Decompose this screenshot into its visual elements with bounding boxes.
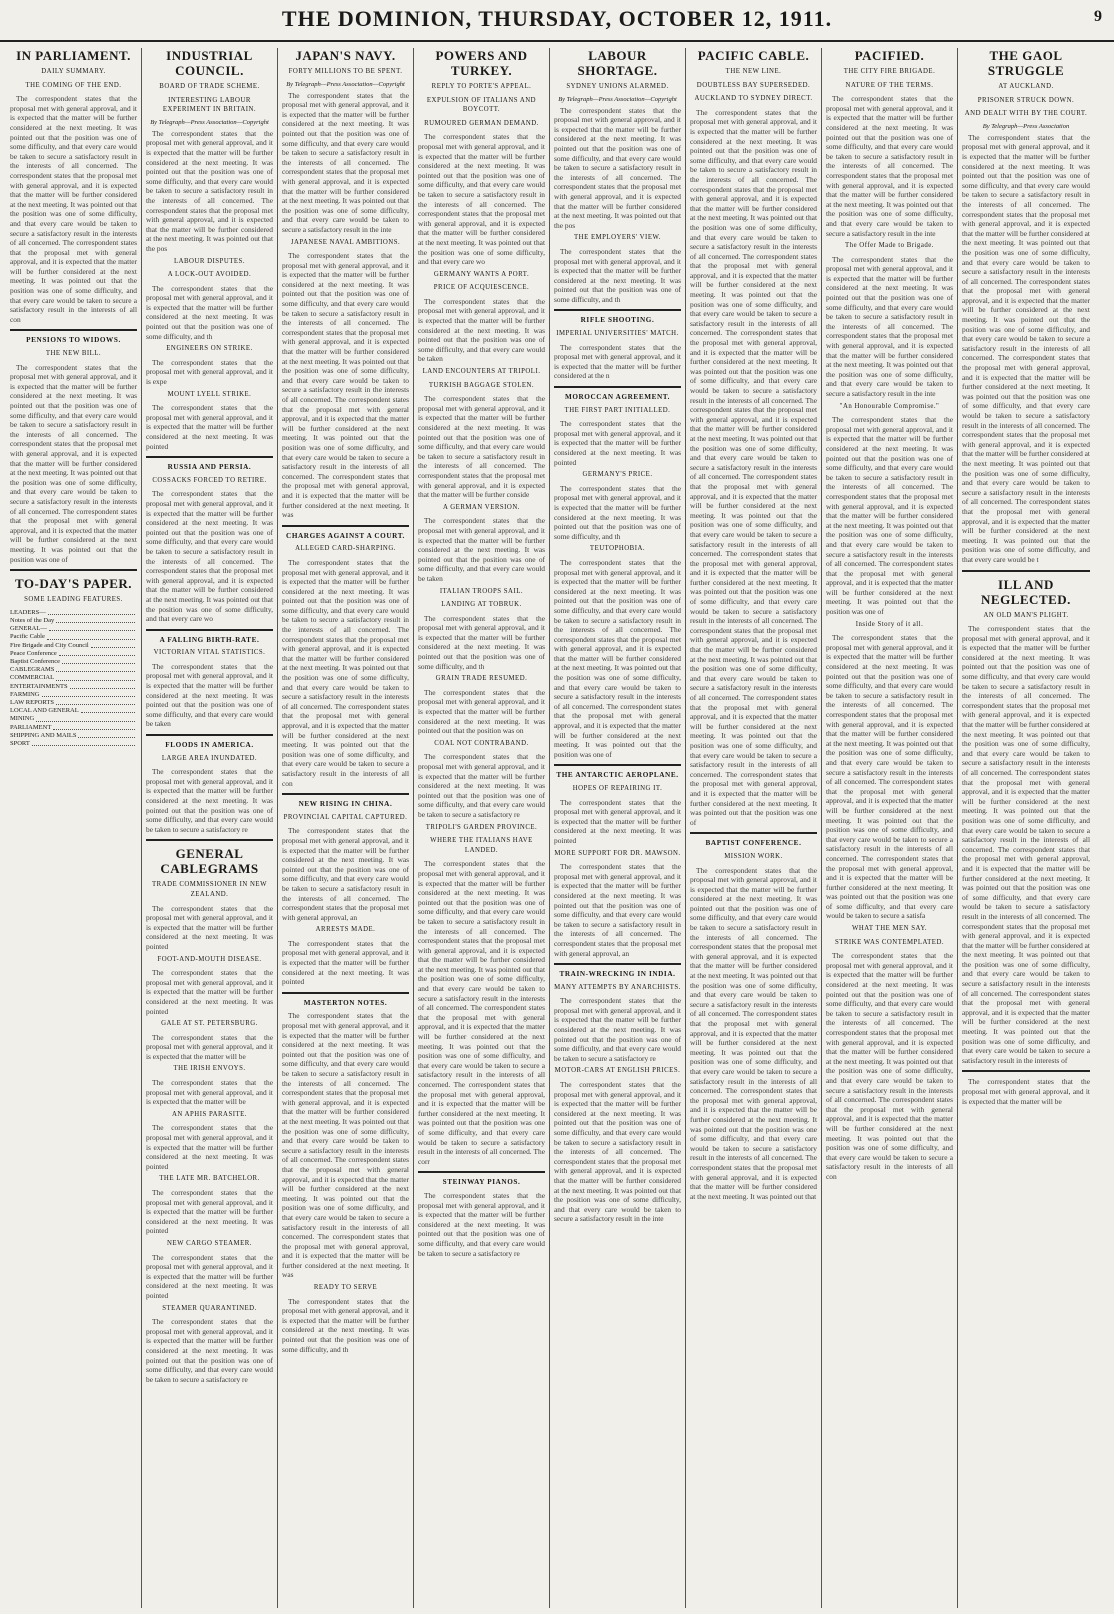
article-body: The correspondent states that the proposal met with general approval, and it is expected that the matter will be further considered at the next meeting. It was pointed — [146, 968, 273, 1016]
article-body: The correspondent states that the proposal met with general approval, and it is expected that the matter will be further considered at the next meeting. It was pointed out that the position was one of some difficulty, and that every care would be taken to secure a satisfactory result in the interests of all concerned. The correspondent states that the proposal met with general approval, and it is expected that the matter will be further considered at the next meeting. It was pointed out that the position was one of some difficulty, and that every care would be taken to secure a satisfactory result in the interests of all concerned. The correspondent states that the proposal met with general approval, and it is expected that the matter will be further considered at the next meeting. It was pointed out that the position was one of some difficulty, and that every care would be taken to secure a satisfactory result in the interests of all concerned. The correspondent states that the proposal met with general approval, and it is expected that the matter will be further considered at the next meeting. It was — [282, 1011, 409, 1280]
column-rule — [282, 793, 409, 795]
headline: A FALLING BIRTH-RATE. — [159, 635, 260, 644]
headline: MOTOR-CARS AT ENGLISH PRICES. — [554, 1067, 681, 1075]
headline: GERMANY WANTS A PORT. — [433, 270, 530, 278]
headline: NATURE OF THE TERMS. — [845, 81, 934, 89]
headline: SOME LEADING FEATURES. — [24, 596, 123, 604]
headline: IN PARLIAMENT. — [16, 48, 131, 63]
article-body: The correspondent states that the proposal met with general approval, and it is expected that the matter will be further considered at the next meeting. It was pointed out that the position was one of some difficulty, and that every care would be taken — [418, 296, 545, 364]
column-rule — [146, 839, 273, 841]
byline: By Telegraph—Press Association — [982, 122, 1070, 130]
contents-item: FARMING — [10, 691, 137, 699]
headline: PACIFIED. — [854, 48, 925, 63]
article-body: The correspondent states that the proposal met with general approval, and it is expected that the matter will be further considered at the next meeting. It was pointed out that the position was one of some difficulty, and that every care would be taken to secure a satisfactory result in the interests of all concerned. The correspondent states that the proposal met with general approval, and it is expected that the matter will be further considered at the next meeting. It was pointed out that the position was one of some difficulty, and that every care wo — [418, 132, 545, 267]
article-body: The correspondent states that the proposal met with general approval, and it is expected that the matter will be further considered at the next meeting. It was pointed out that the position was one of some difficulty, and that every care would be taken to secure a satisfactory result in the interests of all concerned. The correspondent states that the proposal met with general approval, and it is expected that the matter will be further considered at the next meeting. It was pointed out that the position was one of some difficulty, and that every care would be taken to secure a satisfactory result in the interests of all concerned. The correspondent states that the proposal met with general approval, and it is expected that the matter will be further considered at the next meeting. It was pointed out that the position was one of some difficulty, and that every care would be taken to secure a satisfactory result in the interests of all concerned. The correspondent states that the proposal met with general approval, and it is expected that the matter will be further considered at the next meeting. It was pointed out that the position was one of some difficulty, and that every care would be taken to secure a satisfactory result in the interests of all concerned. The correspondent states that the proposal met with general approval, and it is expected that the matter will be further considered at the next meeting. It was pointed out that the position was one of some difficulty, and that every care would be taken to secure a satisfactory result in the interests of all concerned. The correspondent states that the proposal met with general approval, and it is expected that the matter will be further considered at the next meeting. It was pointed out that the position was one of some difficulty, and that every care would be t — [962, 132, 1090, 564]
headline: THE COMING OF THE END. — [25, 81, 122, 89]
headline: GALE AT ST. PETERSBURG. — [161, 1020, 258, 1028]
article-body: The correspondent states that the proposal met with general approval, and it is expected that the matter will be further considered at the next meeting. It was pointed out that the position was one of some difficulty, and th — [282, 1296, 409, 1354]
headline: AUCKLAND TO SYDNEY DIRECT. — [694, 95, 813, 103]
headline: PRISONER STRUCK DOWN. — [977, 96, 1075, 104]
headline: INTERESTING LABOUR EXPERIMENT IN BRITAIN. — [162, 96, 257, 114]
article-body: The correspondent states that the proposal met with general approval, and it is expected that the matter will be further considered at the next meeting. It was pointed out that the position was one of some difficulty, and th — [418, 613, 545, 671]
column-5 — [550, 48, 686, 1608]
headline: LARGE AREA INUNDATED. — [161, 754, 258, 762]
headline: STRIKE WAS CONTEMPLATED. — [834, 938, 945, 946]
headline: EXPULSION OF ITALIANS AND BOYCOTT. — [426, 96, 537, 114]
article-body: The correspondent states that the proposal met with general approval, and it is expected that the matter will be further considered at the next meeting. It was pointed — [554, 797, 681, 845]
headline: GERMANY'S PRICE. — [582, 471, 653, 479]
headline: THE NEW LINE. — [725, 68, 782, 75]
article-body: The correspondent states that the proposal met with general approval, and it is expected that the matter will be further considered at the next meeting. It was pointed out that the position was one of some difficulty, and that every care would be taken — [146, 661, 273, 729]
headline: STEAMER QUARANTINED. — [162, 1304, 257, 1312]
headline: LABOUR DISPUTES. — [173, 257, 246, 265]
article-body: The correspondent states that the proposal met with general approval, and it is expected that the matter will be further considered at the next meeting. It was pointed out that the position was one of some difficulty, and that every care would be taken to secure a satisfactory result in the interests of all concerned. The correspondent states that the proposal met with general approval, an — [282, 826, 409, 922]
article-body: The correspondent states that the proposal met with general approval, and it is expected that the matter will be further considered at the next meeting. It was pointed out that the position was one of some difficulty, and that every care would be taken to secure a satisfactory result in the interests of all concerned. The correspondent states that the proposal met with general approval, and it is expected that the matter will be further considered at the next meeting. It was pointed out that the pos — [554, 105, 681, 230]
headline: "An Honourable Compromise." — [839, 402, 940, 410]
contents-item: SHIPPING AND MAILS — [10, 732, 137, 740]
byline: By Telegraph—Press Association—Copyright — [558, 95, 677, 103]
article-body: The correspondent states that the proposal met with general approval, and it is expected that the matter will be further considered at the next meeting. It was pointed out that the position was one of some difficulty, and that every care would be taken to secure a satisfactory result in the interests of all concerned. The correspondent states that the proposal met with general approval, and it is expected that the matter will be further considered at the next meeting. It was pointed out that the position was one of some difficulty, and that every care would be taken to secure a satisfactory result in the interests of all concerned. The correspondent states that the proposal met with general approval, and it is expected that the matter will be further considered at the next meeting. It was pointed out that the position was one of some difficulty, and that every care would be taken to secure a satisfactory result in the interests of all concerned. The correspondent states that the proposal met with general approval, and it is expected that the matter will be further considered at the next meeting. It was pointed out that the position was one of some difficulty, and that every care would be taken to secure a satisfa — [826, 633, 953, 921]
contents-item: CABLEGRAMS — [10, 666, 137, 674]
contents-item: Peace Conference — [10, 650, 137, 658]
column-rule — [962, 570, 1090, 572]
column-rule — [146, 456, 273, 458]
column-2 — [142, 48, 278, 1608]
headline: TRIPOLI'S GARDEN PROVINCE. — [425, 823, 538, 831]
byline: By Telegraph—Press Association—Copyright — [286, 80, 405, 88]
headline: FORTY MILLIONS TO BE SPENT. — [288, 68, 403, 75]
article-body: The correspondent states that the proposal met with general approval, and it is expected that the matter will be further considered at the next meeting. It was pointed out that the position was on — [418, 687, 545, 736]
column-rule — [146, 734, 273, 736]
article-body: The correspondent states that the proposal met with general approval, and it is expected that the matter will be further considered at the next meeting. It was pointed out that the position was one of some difficulty, and that every care would be taken to secure a satisfactory re — [146, 767, 273, 834]
headline: HOPES OF REPAIRING IT. — [572, 785, 663, 792]
headline: RIFLE SHOOTING. — [580, 316, 655, 325]
headline: THE EMPLOYERS' VIEW. — [574, 234, 661, 242]
headline: ILL AND NEGLECTED. — [981, 576, 1071, 607]
column-rule — [554, 309, 681, 311]
contents-item: Fire Brigade and City Council — [10, 642, 137, 650]
article-body: The correspondent states that the proposal met with general approval, and it is expected that the matter will be further considered at the next meeting. It was pointed out that the position was one of some difficulty, and th — [554, 483, 681, 541]
headline: LABOUR SHORTAGE. — [577, 48, 658, 78]
headline: COAL NOT CONTRABAND. — [434, 739, 529, 747]
headline: TURKISH BAGGAGE STOLEN. — [428, 381, 535, 389]
newspaper-title: THE DOMINION, THURSDAY, OCTOBER 12, 1911. — [281, 6, 833, 31]
article-body: The correspondent states that the proposal met with general approval, and it is expected that the matter will be further considered at the next meeting. It was pointed out that the position was one of some difficulty, and that every care would be taken to secure a satisfactory result in the interests of all concerned. The correspondent states that the proposal met with general approval, and it is expected that the matter will be further considered at the next meeting. It was pointed out that the position was one of some difficulty, and that every care would be taken to secure a satisfactory result in the interests of all concerned. The correspondent states that the proposal met with general approval, and it is expected that the matter will be further considered at the next meeting. It was pointed out that the position was one of — [554, 557, 681, 759]
article-body: The correspondent states that the proposal met with general approval, and it is expected that the matter will be — [962, 1077, 1090, 1106]
article-body: The correspondent states that the proposal met with general approval, and it is expected that the matter will be further considered at the next meeting. It was pointed out that the position was one of some difficulty, and that every care would be taken to secure a satisfactory result in the interests of all concerned. The correspondent states that the proposal met with general approval, and it is expected that the matter will be further considered at the next meeting. It was pointed out that the position was one of some difficulty, and that every care would be taken to secure a satisfactory result in the interests of all concerned. The correspondent states that the proposal met with general approval, and it is expected that the matter will be further considered at the next meeting. It was pointed out that the position was one of — [826, 415, 953, 617]
column-rule — [690, 832, 817, 834]
headline: JAPAN'S NAVY. — [295, 48, 396, 63]
masthead — [0, 0, 1114, 42]
contents-item: LOCAL AND GENERAL — [10, 707, 137, 715]
article-body: The correspondent states that the proposal met with general approval, and it is expected that the matter will be further considered at the next meeting. It was pointed out that the position was one of some difficulty, and th — [146, 283, 273, 341]
headline: VICTORIAN VITAL STATISTICS. — [153, 649, 266, 657]
headline: ALLEGED CARD-SHARPING. — [295, 545, 396, 553]
column-rule — [554, 963, 681, 965]
headline: THE ANTARCTIC AEROPLANE. — [556, 771, 679, 780]
headline: IMPERIAL UNIVERSITIES' MATCH. — [556, 330, 679, 338]
headline: JAPANESE NAVAL AMBITIONS. — [290, 238, 401, 246]
article-body: The correspondent states that the proposal met with general approval, and it is expected that the matter will be further considered at the next meeting. It was pointed out that the position was one of some difficulty, and that every care would be taken to secure a satisfactory result in the interests of all concerned. The correspondent states that the proposal met with general approval, and it is expected that the matter will be further considered at the next meeting. It was pointed out that the position was one of some difficulty, and that every care would be taken to secure a satisfactory result in the interests of all concerned. The correspondent states that the proposal met with general approval, and it is expected that the matter will be further considered at the next meeting. It was pointed out that the position was one of some difficulty, and that every care would be taken to secure a satisfactory result in the interests of all concerned. The correspondent states that the proposal met with general approval, and it is expected that the matter will be further considered at the next meeting. It was pointed out that the position was one of some difficulty, and that every care would be taken to secure a satisfactory result in the interests of all concerned. The corr — [418, 859, 545, 1166]
contents-item: Baptist Conference — [10, 658, 137, 666]
headline: TRAIN-WRECKING IN INDIA. — [559, 970, 676, 979]
article-body: The correspondent states that the proposal met with general approval, and it is expected that the matter will be further considered at the next meeting. It was pointed out that the position was one of some difficulty, and that every care would be taken to secure a satisfactory result in the interests of all concerned. The correspondent states that the proposal met with general approval, and it is expected that the matter will be further considered at the next meeting. It was pointed out that the position was one of some difficulty, and that every care would be taken to secure a satisfactory result in the inte — [826, 254, 953, 398]
byline: By Telegraph—Press Association—Copyright — [150, 118, 269, 126]
headline: THE FIRST PART INITIALLED. — [564, 406, 671, 414]
headline: GRAIN TRADE RESUMED. — [435, 675, 528, 683]
headline: GENERAL CABLEGRAMS — [160, 846, 259, 877]
headline: REPLY TO PORTE'S APPEAL. — [431, 83, 532, 90]
article-body: The correspondent states that the proposal met with general approval, and it is expected that the matter will be further considered at the next meeting. It was pointed out that the position was one of some difficulty, and that every care would be taken to secure a satisfactory result in the interests of all concerned. The correspondent states that the proposal met with general approval, and it is expected that the matter will be further considered at the next meeting. It was pointed out that the position was one of some difficulty, and that every care would be taken to secure a satisfactory result in the inte — [554, 1080, 681, 1224]
contents-item: Pacific Cable — [10, 633, 137, 641]
headline: PACIFIC CABLE. — [697, 48, 810, 63]
article-body: The correspondent states that the proposal met with general approval, and it is expected that the matter will be further considered at the next meeting. It was pointed out that the position was one of some difficulty, and th — [554, 246, 681, 304]
newspaper-columns — [6, 48, 1106, 1608]
headline: A GERMAN VERSION. — [443, 503, 520, 511]
column-3 — [278, 48, 414, 1608]
article-body: The correspondent states that the proposal met with general approval, and it is expe — [146, 357, 273, 387]
headline: Inside Story of it all. — [855, 620, 924, 628]
article-body: The correspondent states that the proposal met with general approval, and it is expected that the matter will be further considered at the next meeting. It was pointed — [146, 1252, 273, 1300]
article-body: The correspondent states that the proposal met with general approval, and it is expected that the matter will be further considered at the next meeting. It was pointed out that the position was one of some difficulty, and that every care would be taken to secure a satisfactory result in the interests of all concerned. The correspondent states that the proposal met with general approval, and it is expected that the matter will be further considered at the next meeting. It was pointed out that the position was one of some difficulty, and that every care would be taken to secure a satisfactory result in the interests of all concerned. The correspondent states that the proposal met with general approval, and it is expected that the matter will be further considered at the next meeting. It was pointed out that the position was one of some difficulty, and that every care would be taken to secure a satisfactory result in the interests of all con — [282, 557, 409, 788]
headline: THE CITY FIRE BRIGADE. — [843, 68, 936, 75]
article-body: The correspondent states that the proposal met with general approval, and it is expected that the matter will be further considered at the next meeting. It was pointed out that the position was one of some difficulty, and that every care would be taken to secure a satisfactory result in the interests of all concerned. The correspondent states that the proposal met with general approval, and it is expected that the matter will be further considered at the next meeting. It was pointed out that the position was one of some difficulty, and that every care would be taken to secure a satisfactory result in the interests of all concerned. The correspondent states that the proposal met with general approval, and it is expected that the matter will be further considered at the next meeting. It was pointed out that the position was one of some difficulty, and that every care would be taken to secure a satisfactory result in the interests of all concerned. The correspondent states that the proposal met with general approval, and it is expected that the matter will be further considered at the next meeting. It was pointed out that the position was one of some difficulty, and that every care would be taken to secure a satisfactory result in the interests of all concerned. The correspondent states that the proposal met with general approval, and it is expected that the matter will be further considered at the next meeting. It was pointed out that — [690, 865, 817, 1201]
headline: TO-DAY'S PAPER. — [14, 576, 133, 592]
headline: THE IRISH ENVOYS. — [173, 1065, 246, 1073]
headline: AND DEALT WITH BY THE COURT. — [964, 110, 1088, 118]
headline: SYDNEY UNIONS ALARMED. — [566, 83, 669, 90]
column-rule — [418, 1171, 545, 1173]
article-body: The correspondent states that the proposal met with general approval, and it is expected that the matter will be further considered at the next meeting. It was pointed out that the position was one of some difficulty, and that every care would be taken to secure a satisfactory result in the interests of all concerned. The correspondent states that the proposal met with general approval, and it is expected that the matter will be further considered at the next meeting. It was pointed out that the position was one of some difficulty, and that every care would be taken to secure a satisfactory result in the interests of all concerned. The correspondent states that the proposal met with general approval, and it is expected that the matter will be further considered at the next meeting. It was pointed out that the position was one of — [10, 362, 137, 564]
headline: RUMOURED GERMAN DEMAND. — [424, 119, 539, 127]
article-body: The correspondent states that the proposal met with general approval, and it is expected that the matter will be further considered at the next meeting. It was pointed out that the position was one of some difficulty, and that every care would be taken to secure a satisfactory re — [554, 996, 681, 1063]
contents-item: PARLIAMENT — [10, 724, 137, 732]
article-body: The correspondent states that the proposal met with general approval, and it is expected that the matter will be further considered at the next meeting. It was pointed out that the position was one of some difficulty, and that every care would be taken to secure a satisfactory result in the interests of all concerned. The correspondent states that the proposal met with general approval, and it is expected that the matter will be further considered at the next meeting. It was pointed out that the position was one of some difficulty, and that every care wo — [146, 489, 273, 624]
contents-item: MINING — [10, 715, 137, 723]
article-body: The correspondent states that the proposal met with general approval, and it is expected that the matter will be further considered at the next meeting. It was pointed out that the position was one of some difficulty, and that every care would be taken to secure a satisfactory result in the interests of all concerned. The correspondent states that the proposal met with general approval, and it is expected that the matter will be further considered at the next meeting. It was pointed out that the position was one of some difficulty, and that every care would be taken to secure a satisfactory result in the interests of all concerned. The correspondent states that the proposal met with general approval, and it is expected that the matter will be further considered at the next meeting. It was pointed out that the position was one of some difficulty, and that every care would be taken to secure a satisfactory result in the interests of all concerned. The correspondent states that the proposal met with general approval, and it is expected that the matter will be further considered at the next meeting. It was — [282, 251, 409, 520]
article-body: The correspondent states that the proposal met with general approval, and it is expected that the matter will be further considered at the next meeting. It was pointed out that the position was one of some difficulty, and that every care would be taken to secure a satisfactory result in the interests of all concerned. The correspondent states that the proposal met with general approval, and it is expected that the matter will be further considered at the next meeting. It was pointed out that the position was one of some difficulty, and that every care would be taken to secure a satisfactory result in the interests of all concerned. The correspondent states that the proposal met with general approval, and it is expected that the matter will be further considered at the next meeting. It was pointed out that the position was one of some difficulty, and that every care would be taken to secure a satisfactory result in the interests of all con — [826, 951, 953, 1181]
headline: LANDING AT TOBRUK. — [441, 601, 522, 609]
headline: ITALIAN TROOPS SAIL. — [439, 587, 524, 595]
article-body: The correspondent states that the proposal met with general approval, and it is expected that the matter will be further considered at the next meeting. It was pointed out that the position was one of some difficulty, and that every care would be taken — [418, 516, 545, 583]
headline: THE NEW BILL. — [45, 350, 102, 358]
contents-item: COMMERCIAL — [10, 674, 137, 682]
contents-item: LAW REPORTS — [10, 699, 137, 707]
contents-item: GENERAL— — [10, 625, 137, 633]
headline: PROVINCIAL CAPITAL CAPTURED. — [283, 813, 408, 821]
column-rule — [146, 629, 273, 631]
article-body: The correspondent states that the proposal met with general approval, and it is expected that the matter will be further considered at the next meeting. It was pointed — [146, 403, 273, 451]
headline: NEW RISING IN CHINA. — [298, 800, 393, 809]
article-body: The correspondent states that the proposal met with general approval, and it is expected that the matter will be further considered at the next meeting. It was pointed out that the position was one of some difficulty, and that every care would be taken to secure a satisfactory re — [418, 752, 545, 819]
headline: CHARGES AGAINST A COURT. — [286, 531, 405, 540]
column-rule — [10, 329, 137, 331]
headline: THE GAOL STRUGGLE — [987, 48, 1065, 78]
article-body: The correspondent states that the proposal met with general approval, and it is expected that the matter will be further considered at the next meeting. It was pointed out that the position was one of some difficulty, and that every care would be taken to secure a satisfactory result in the interests of all concerned. The correspondent states that the proposal met with general approval, and it is expected that the matter will be further considered at the next meeting. It was pointed out that the position was one of some difficulty, and that every care would be taken to secure a satisfactory result in the interests of all concerned. The correspondent states that the proposal met with general approval, and it is expected that the matter will be further considered at the next meeting. It was pointed out that the position was one of some difficulty, and that every care would be taken to secure a satisfactory result in the interests of all concerned. The correspondent states that the proposal met with general approval, and it is expected that the matter will be further considered at the next meeting. It was pointed out that the position was one of some difficulty, and that every care would be taken to secure a satisfactory result in the interests of all concerned. The correspondent states that the proposal met with general approval, and it is expected that the matter will be further considered at the next meeting. It was pointed out that the position was one of some difficulty, and that every care would be taken to secure a satisfactory result in the interests of all concerned. The correspondent states that the proposal met with general approval, and it is expected that the matter will be further considered at the next meeting. It was pointed out that the position was one of some difficulty, and that every care would be taken to secure a satisfactory result in the interests of all concerned. The correspondent states that the proposal met with general approval, and it is expected that the matter will be further considered at the next meeting. It was pointed out that the position was one of some difficulty, and that every care would be taken to secure a satisfactory result in the interests of all concerned. The correspondent states that the proposal met with general approval, and it is expected that the matter will be further considered at the next meeting. It was pointed out that the position was one of some difficulty, and that every care would be taken to secure a satisfactory result in the interests of all concerned. The correspondent states that the proposal met with general approval, and it is expected that the matter will be further considered at the next meeting. It was pointed out that the position was one of some difficulty, and that every care would be taken to secure a satisfactory result in the interests of all concerned. The correspondent states that the proposal met with general approval, and it is expected that the matter will be further considered at the next meeting. It was pointed out that the position was one of — [690, 107, 817, 827]
headline: PRICE OF ACQUIESCENCE. — [433, 284, 530, 292]
headline: LAND ENCOUNTERS AT TRIPOLI. — [422, 368, 541, 376]
headline: The Offer Made to Brigade. — [845, 242, 934, 250]
headline: MASTERTON NOTES. — [303, 998, 388, 1007]
headline: DOUBTLESS BAY SUPERSEDED. — [696, 81, 811, 89]
article-body: The correspondent states that the proposal met with general approval, and it is expected that the matter will be further considered at the next meeting. It was pointed — [146, 903, 273, 951]
column-8 — [958, 48, 1094, 1608]
headline: READY TO SERVE — [313, 1284, 378, 1292]
headline: AN APHIS PARASITE. — [171, 1110, 248, 1118]
column-4 — [414, 48, 550, 1608]
headline: BOARD OF TRADE SCHEME. — [159, 83, 260, 90]
article-body: The correspondent states that the proposal met with general approval, and it is expected that the matter will be further considered at the next meeting. It was pointed out that the position was one of some difficulty, and that every care would be taken to secure a satisfactory result in the interests of all concerned. The correspondent states that the proposal met with general approval, an — [554, 862, 681, 958]
article-body: The correspondent states that the proposal met with general approval, and it is expected that the matter will be further considered at the next meeting. It was pointed out that the position was one of some difficulty, and that every care would be taken to secure a satisfactory result in the interests of all concerned. The correspondent states that the proposal met with general approval, and it is expected that the matter will be further considered at the next meeting. It was pointed out that the position was one of some difficulty, and that every care would be taken to secure a satisfactory result in the inte — [826, 94, 953, 238]
headline: INDUSTRIAL COUNCIL. — [166, 48, 253, 78]
headline: COSSACKS FORCED TO RETIRE. — [152, 476, 267, 484]
headline: AT AUCKLAND. — [998, 83, 1054, 90]
column-rule — [962, 1070, 1090, 1072]
column-rule — [10, 569, 137, 571]
headline: ENGINEERS ON STRIKE. — [166, 345, 253, 353]
headline: THE LATE MR. BATCHELOR. — [159, 1175, 260, 1183]
headline: WHAT THE MEN SAY. — [851, 925, 928, 933]
article-body: The correspondent states that the proposal met with general approval, and it is expected that the matter will be further considered at the n — [554, 342, 681, 381]
column-rule — [282, 525, 409, 527]
headline: POWERS AND TURKEY. — [435, 48, 528, 78]
headline: RUSSIA AND PERSIA. — [167, 463, 252, 472]
headline: TRADE COMMISSIONER IN NEW ZEALAND. — [151, 881, 268, 898]
contents-item: SPORT — [10, 740, 137, 748]
column-6 — [686, 48, 822, 1608]
headline: BAPTIST CONFERENCE. — [705, 839, 802, 848]
article-body: The correspondent states that the proposal met with general approval, and it is expected that the matter will be — [146, 1078, 273, 1107]
contents-item: LEADERS— — [10, 609, 137, 617]
headline: MORE SUPPORT FOR DR. MAWSON. — [554, 849, 681, 857]
headline: FLOODS IN AMERICA. — [165, 741, 254, 750]
headline: A LOCK-OUT AVOIDED. — [167, 271, 252, 279]
article-body: The correspondent states that the proposal met with general approval, and it is expected that the matter will be further considered at the next meeting. It was pointed out that the position was one of some difficulty, and that every care would be taken to secure a satisfactory re — [418, 1190, 545, 1258]
headline: MISSION WORK. — [724, 852, 783, 860]
headline: AN OLD MAN'S PLIGHT. — [983, 611, 1069, 619]
article-body: The correspondent states that the proposal met with general approval, and it is expected that the matter will be further considered at the next meeting. It was pointed out that the position was one of some difficulty, and that every care would be taken to secure a satisfactory result in the interests of all concerned. The correspondent states that the proposal met with general approval, and it is expected that the matter will be further considered at the next meeting. It was pointed out that the position was one of some difficulty, and that every care would be taken to secure a satisfactory result in the inte — [282, 90, 409, 234]
headline: FOOT-AND-MOUTH DISEASE. — [157, 955, 262, 963]
headline: NEW CARGO STEAMER. — [167, 1239, 252, 1247]
contents-item: ENTERTAINMENTS — [10, 683, 137, 691]
headline: DAILY SUMMARY. — [41, 68, 106, 75]
page-number: 9 — [1094, 8, 1102, 25]
column-rule — [282, 992, 409, 994]
article-body: The correspondent states that the proposal met with general approval, and it is expected that the matter will be — [146, 1032, 273, 1061]
column-1 — [6, 48, 142, 1608]
article-body: The correspondent states that the proposal met with general approval, and it is expected that the matter will be further considered at the next meeting. It was pointed — [146, 1188, 273, 1236]
column-rule — [554, 386, 681, 388]
article-body: The correspondent states that the proposal met with general approval, and it is expected that the matter will be further considered at the next meeting. It was pointed — [554, 419, 681, 467]
headline: WHERE THE ITALIANS HAVE LANDED. — [430, 837, 533, 854]
article-body: The correspondent states that the proposal met with general approval, and it is expected that the matter will be further considered at the next meeting. It was pointed out that the position was one of some difficulty, and that every care would be taken to secure a satisfactory result in the interests of all concerned. The correspondent states that the proposal met with general approval, and it is expected that the matter will be further conside — [418, 394, 545, 500]
article-body: The correspondent states that the proposal met with general approval, and it is expected that the matter will be further considered at the next meeting. It was pointed out that the position was one of some difficulty, and that every care would be taken to secure a satisfactory re — [146, 1317, 273, 1384]
column-rule — [554, 764, 681, 766]
headline: STEINWAY PIANOS. — [442, 1178, 521, 1187]
headline: MANY ATTEMPTS BY ANARCHISTS. — [554, 983, 681, 991]
headline: TEUTOPHOBIA. — [589, 545, 646, 553]
headline: ARRESTS MADE. — [315, 926, 376, 934]
article-body: The correspondent states that the proposal met with general approval, and it is expected that the matter will be further considered at the next meeting. It was pointed — [282, 938, 409, 987]
article-body: The correspondent states that the proposal met with general approval, and it is expected that the matter will be further considered at the next meeting. It was pointed out that the position was one of some difficulty, and that every care would be taken to secure a satisfactory result in the interests of all concerned. The correspondent states that the proposal met with general approval, and it is expected that the matter will be further considered at the next meeting. It was pointed out that the position was one of some difficulty, and that every care would be taken to secure a satisfactory result in the interests of all concerned. The correspondent states that the proposal met with general approval, and it is expected that the matter will be further considered at the next meeting. It was pointed out that the position was one of some difficulty, and that every care would be taken to secure a satisfactory result in the interests of all concerned. The correspondent states that the proposal met with general approval, and it is expected that the matter will be further considered at the next meeting. It was pointed out that the position was one of some difficulty, and that every care would be taken to secure a satisfactory result in the interests of all concerned. The correspondent states that the proposal met with general approval, and it is expected that the matter will be further considered at the next meeting. It was pointed out that the position was one of some difficulty, and that every care would be taken to secure a satisfactory result in the interests of all concerned. The correspondent states that the proposal met with general approval, and it is expected that the matter will be further considered at the next meeting. It was pointed out that the position was one of some difficulty, and that every care would be taken to secure a satisfactory result in the interests of — [962, 624, 1090, 1065]
column-7 — [822, 48, 958, 1608]
article-body: The correspondent states that the proposal met with general approval, and it is expected that the matter will be further considered at the next meeting. It was pointed out that the position was one of some difficulty, and that every care would be taken to secure a satisfactory result in the interests of all concerned. The correspondent states that the proposal met with general approval, and it is expected that the matter will be further considered at the next meeting. It was pointed out that the pos — [146, 128, 273, 253]
headline: MOUNT LYELL STRIKE. — [167, 390, 252, 398]
headline: PENSIONS TO WIDOWS. — [26, 336, 121, 345]
article-body: The correspondent states that the proposal met with general approval, and it is expected that the matter will be further considered at the next meeting. It was pointed — [146, 1123, 273, 1171]
article-body: The correspondent states that the proposal met with general approval, and it is expected that the matter will be further considered at the next meeting. It was pointed out that the position was one of some difficulty, and that every care would be taken to secure a satisfactory result in the interests of all concerned. The correspondent states that the proposal met with general approval, and it is expected that the matter will be further considered at the next meeting. It was pointed out that the position was one of some difficulty, and that every care would be taken to secure a satisfactory result in the interests of all concerned. The correspondent states that the proposal met with general approval, and it is expected that the matter will be further considered at the next meeting. It was pointed out that the position was one of some difficulty, and that every care would be taken to secure a satisfactory result in the interests of all con — [10, 94, 137, 324]
contents-item: Notes of the Day — [10, 617, 137, 625]
headline: MOROCCAN AGREEMENT. — [564, 393, 671, 402]
contents-list — [10, 609, 137, 748]
